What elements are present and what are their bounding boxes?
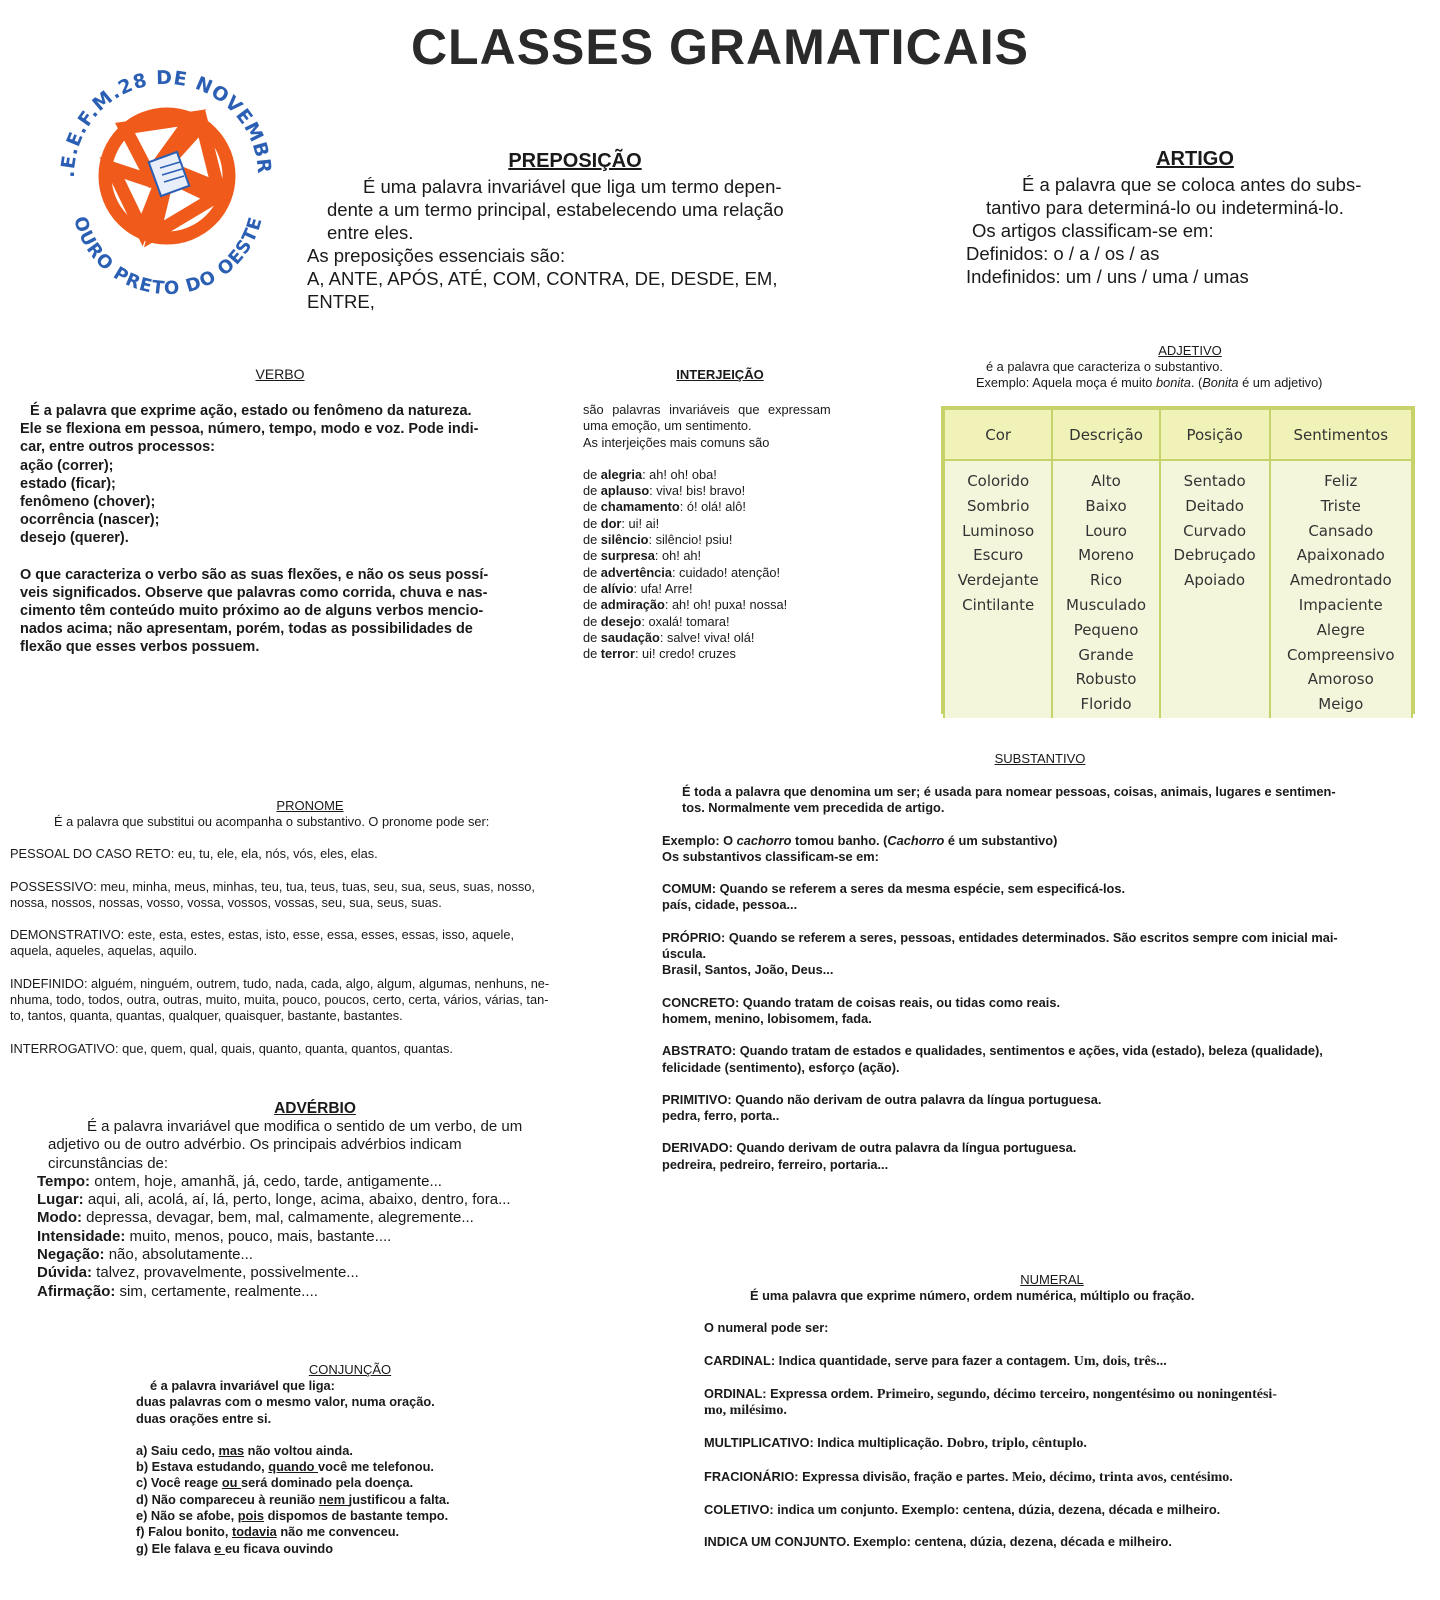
- pronome-body: [10, 814, 610, 1057]
- preposicao-heading: PREPOSIÇÃO: [508, 150, 642, 172]
- preposicao-line: ENTRE,: [307, 291, 375, 312]
- interjeicao-item: [583, 499, 863, 515]
- pronome-group-text: aquela, aqueles, aquelas, aquilo.: [10, 943, 198, 959]
- artigo-line: Os artigos classificam-se em:: [972, 220, 1214, 241]
- adverbio-label: Intensidade:: [37, 1227, 126, 1245]
- artigo-heading: ARTIGO: [1156, 148, 1234, 170]
- pronome-heading: PRONOME: [276, 798, 344, 813]
- adverbio-text: aqui, ali, acolá, aí, lá, perto, longe, acima, abaixo, dentro, fora...: [83, 1191, 511, 1209]
- adjetivo-column-header: Cor: [944, 409, 1052, 460]
- verbo-line: ação (correr);: [20, 457, 114, 474]
- adjetivo-column-header: Sentimentos: [1270, 409, 1412, 460]
- adjetivo-item: Alto: [1091, 472, 1121, 490]
- substantivo-intro-line: É toda a palavra que denomina um ser; é usada para nomear pessoas, coisas, animais, lugares e sentimen-: [682, 784, 1336, 799]
- interjeicao-prefix: de: [583, 629, 601, 645]
- verbo-line: cimento têm conteúdo muito próximo ao de alguns verbos mencio-: [20, 603, 484, 620]
- adverbio-label: Dúvida:: [37, 1264, 93, 1282]
- adjetivo-definition: é a palavra que caracteriza o substantivo.: [986, 359, 1223, 374]
- conjuncao-example-text: eu ficava ouvindo: [224, 1540, 334, 1556]
- spacer: [704, 1518, 1424, 1534]
- pronome-group-label: DEMONSTRATIVO:: [10, 927, 125, 943]
- spacer: [10, 830, 610, 846]
- conjuncao-word: ou: [221, 1475, 242, 1491]
- substantivo-example: [662, 833, 1422, 849]
- adjetivo-item: Verdejante: [957, 571, 1039, 590]
- adjetivo-item: Meigo: [1318, 695, 1364, 714]
- adverbio-text: ontem, hoje, amanhã, já, cedo, tarde, antigamente...: [90, 1172, 442, 1190]
- adjetivo-item: Apoiado: [1184, 571, 1246, 590]
- verbo-line: flexão que esses verbos possuem.: [20, 639, 260, 656]
- interjeicao-prefix: de: [583, 548, 601, 564]
- adjetivo-item: Apaixonado: [1296, 546, 1385, 565]
- substantivo-example-text: é um substantivo): [944, 832, 1058, 848]
- spacer: [10, 863, 610, 879]
- conjuncao-word: todavia: [231, 1524, 277, 1540]
- preposicao-line: É uma palavra invariável que liga um termo depen-: [363, 176, 782, 197]
- pronome-group-label: PESSOAL DO CASO RETO:: [10, 846, 175, 862]
- numeral-item: [704, 1469, 1424, 1486]
- conjuncao-word: nem: [318, 1491, 349, 1507]
- numeral-items: [704, 1337, 1424, 1551]
- pronome-group-line: [10, 927, 610, 943]
- numeral-examples: Primeiro, segundo, décimo terceiro, nongentésimo ou noningentési-: [876, 1386, 1277, 1402]
- interjeicao-prefix: de: [583, 499, 601, 515]
- interjeicao-item: [583, 548, 863, 564]
- conjuncao-example-text: d) Não compareceu à reunião: [136, 1491, 319, 1507]
- adjetivo-item: Amedrontado: [1289, 571, 1392, 590]
- interjeicao-list: [583, 467, 863, 663]
- interjeicao-examples: : salve! viva! olá!: [659, 629, 755, 645]
- adjetivo-item: Deitado: [1185, 496, 1244, 515]
- conjuncao-example: [136, 1508, 556, 1524]
- conjuncao-intro-line: é a palavra invariável que liga:: [150, 1378, 335, 1393]
- interjeicao-type: alívio: [600, 580, 634, 596]
- conjuncao-example-text: c) Você reage: [136, 1475, 222, 1491]
- substantivo-group-line: pedra, ferro, porta..: [662, 1108, 780, 1124]
- interjeicao-item: [583, 516, 863, 532]
- adverbio-item: [37, 1283, 577, 1301]
- spacer: [662, 979, 1422, 995]
- adjetivo-item: Escuro: [973, 546, 1024, 565]
- numeral-label: MULTIPLICATIVO: Indica multiplicação.: [704, 1435, 947, 1451]
- adverbio-intro-line: adjetivo ou de outro advérbio. Os principais advérbios indicam: [48, 1136, 462, 1154]
- numeral-item: [704, 1534, 1424, 1550]
- conjuncao-example-text: g) Ele falava: [136, 1540, 215, 1556]
- pronome-groups: [10, 830, 610, 1057]
- adverbio-label: Tempo:: [37, 1172, 91, 1190]
- substantivo-body: [662, 784, 1422, 1173]
- pronome-group-line: [10, 992, 610, 1008]
- adverbio-label: Afirmação:: [37, 1282, 116, 1300]
- spacer: [662, 914, 1422, 930]
- substantivo-heading: SUBSTANTIVO: [994, 751, 1086, 766]
- interjeicao-examples: : oxalá! tomara!: [641, 613, 730, 629]
- adverbio-item: [37, 1246, 577, 1264]
- adjetivo-item: Debruçado: [1173, 546, 1256, 565]
- conjuncao-example-text: não voltou ainda.: [244, 1442, 353, 1458]
- adverbio-items: [37, 1173, 577, 1301]
- adjetivo-example: [976, 375, 1426, 391]
- spacer: [704, 1337, 1424, 1353]
- numeral-examples: Um, dois, três...: [1073, 1353, 1167, 1369]
- interjeicao-prefix: de: [583, 466, 601, 482]
- verbo-line: nados acima; não apresentam, porém, todas as possibilidades de: [20, 621, 473, 638]
- adjetivo-item: Louro: [1085, 521, 1127, 540]
- numeral-intro: É uma palavra que exprime número, ordem numérica, múltiplo ou fração.: [750, 1288, 1195, 1303]
- adverbio-body: [37, 1118, 577, 1301]
- artigo-line: Definidos: o / a / os / as: [966, 243, 1160, 264]
- spacer: [704, 1453, 1424, 1469]
- adjetivo-table-body-row: [944, 460, 1412, 718]
- verbo-line: veis significados. Observe que palavras como corrida, chuva e nas-: [20, 584, 488, 601]
- artigo-line: tantivo para determiná-lo ou indeterminá-lo.: [986, 197, 1344, 218]
- interjeicao-intro-line: As interjeições mais comuns são: [583, 434, 770, 450]
- verbo-line: car, entre outros processos:: [20, 439, 216, 456]
- interjeicao-examples: : oh! ah!: [654, 548, 702, 564]
- adverbio-item: [37, 1228, 577, 1246]
- interjeicao-type: admiração: [600, 597, 665, 613]
- conjuncao-example-text: justificou a falta.: [348, 1491, 450, 1507]
- interjeicao-item: [583, 646, 863, 662]
- conjuncao-example: [136, 1541, 556, 1557]
- adverbio-label: Negação:: [37, 1246, 105, 1264]
- conjuncao-intro-line: duas palavras com o mesmo valor, numa oração.: [136, 1394, 435, 1410]
- pronome-group-text: este, esta, estes, estas, isto, esse, essa, esses, essas, isso, aquele,: [124, 927, 515, 943]
- interjeicao-type: desejo: [600, 613, 642, 629]
- adjetivo-item: Cintilante: [962, 595, 1035, 614]
- conjuncao-example: [136, 1443, 556, 1459]
- numeral-label: COLETIVO: indica um conjunto. Exemplo: centena, dúzia, dezena, década e milheiro.: [704, 1502, 1221, 1518]
- adverbio-heading: ADVÉRBIO: [274, 1100, 356, 1117]
- substantivo-group-line: homem, menino, lobisomem, fada.: [662, 1010, 872, 1026]
- adjetivo-column: [944, 460, 1052, 718]
- adverbio-label: Lugar:: [37, 1191, 84, 1209]
- interjeicao-type: alegria: [600, 466, 643, 482]
- interjeicao-prefix: de: [583, 646, 601, 662]
- adverbio-text: muito, menos, pouco, mais, bastante....: [125, 1227, 392, 1245]
- interjeicao-examples: : ufa! Arre!: [633, 580, 693, 596]
- adjetivo-item: Feliz: [1324, 472, 1358, 490]
- spacer: [662, 865, 1422, 881]
- preposicao-line: dente a um termo principal, estabelecendo uma relação: [327, 199, 784, 220]
- interjeicao-prefix: de: [583, 483, 601, 499]
- adjetivo-table-header-row: [944, 409, 1412, 460]
- adjetivo-table: [941, 406, 1415, 714]
- adjetivo-example-text: . (: [1190, 375, 1203, 391]
- interjeicao-type: advertência: [600, 564, 672, 580]
- conjuncao-example: [136, 1524, 556, 1540]
- verbo-heading: VERBO: [255, 366, 305, 382]
- adverbio-item: [37, 1173, 577, 1191]
- conjuncao-example: [136, 1492, 556, 1508]
- interjeicao-examples: : cuidado! atenção!: [671, 564, 781, 580]
- numeral-examples: Dobro, triplo, cêntuplo.: [946, 1436, 1087, 1452]
- interjeicao-prefix: de: [583, 515, 601, 531]
- interjeicao-prefix: de: [583, 613, 601, 629]
- pronome-group-line: [10, 1041, 610, 1057]
- adjetivo-item: Amoroso: [1307, 670, 1374, 689]
- adjetivo-item: Triste: [1320, 496, 1361, 515]
- conjuncao-example: [136, 1475, 556, 1491]
- adjetivo-column-header: Posição: [1160, 409, 1270, 460]
- adjetivo-item: Sentado: [1183, 472, 1246, 490]
- interjeicao-type: terror: [600, 646, 635, 662]
- interjeicao-examples: : silêncio! psiu!: [648, 532, 733, 548]
- conjuncao-example-text: f) Falou bonito,: [136, 1524, 232, 1540]
- substantivo-group-line: CONCRETO: Quando tratam de coisas reais, ou tidas como reais.: [662, 994, 1060, 1010]
- conjuncao-examples: [136, 1443, 556, 1557]
- artigo-line: Indefinidos: um / uns / uma / umas: [966, 266, 1249, 287]
- adverbio-text: talvez, provavelmente, possivelmente...: [92, 1264, 359, 1282]
- interjeicao-item: [583, 532, 863, 548]
- pronome-group-label: POSSESSIVO:: [10, 878, 97, 894]
- spacer: [662, 1124, 1422, 1140]
- conjuncao-word: mas: [218, 1442, 245, 1458]
- interjeicao-body: [583, 402, 863, 662]
- spacer: [704, 1486, 1424, 1502]
- conjuncao-body: [136, 1378, 556, 1557]
- verbo-line: desejo (querer).: [20, 530, 129, 547]
- substantivo-group-line: PRIMITIVO: Quando não derivam de outra palavra da língua portuguesa.: [662, 1091, 1102, 1107]
- numeral-item: [704, 1386, 1424, 1403]
- adjetivo-item: Robusto: [1075, 670, 1137, 689]
- logo-emblem: [42, 58, 292, 298]
- adjetivo-item: Florido: [1080, 695, 1132, 714]
- interjeicao-item: [583, 581, 863, 597]
- pronome-group-line: [10, 976, 610, 992]
- adjetivo-body: [976, 359, 1426, 392]
- substantivo-group-line: PRÓPRIO: Quando se referem a seres, pessoas, entidades determinados. São escritos sempre com inicial mai-: [662, 929, 1338, 945]
- adjetivo-example-text: é um adjetivo): [1238, 375, 1323, 391]
- substantivo-intro-line: tos. Normalmente vem precedida de artigo.: [682, 800, 945, 816]
- conjuncao-example: [136, 1459, 556, 1475]
- interjeicao-prefix: de: [583, 597, 601, 613]
- adverbio-item: [37, 1264, 577, 1282]
- numeral-examples: Meio, décimo, trinta avos, centésimo.: [1011, 1469, 1233, 1485]
- adjetivo-example-word: bonita: [1155, 375, 1191, 391]
- interjeicao-type: aplauso: [600, 483, 650, 499]
- pronome-group-text: eu, tu, ele, ela, nós, vós, eles, elas.: [174, 846, 378, 862]
- adjetivo-example-text: Exemplo: Aquela moça é muito: [976, 375, 1156, 391]
- adjetivo-table-grid: [943, 408, 1413, 718]
- adjetivo-column: [1270, 460, 1412, 718]
- adverbio-intro-line: circunstâncias de:: [48, 1154, 169, 1172]
- interjeicao-type: dor: [600, 515, 622, 531]
- conjuncao-word: quando: [268, 1459, 319, 1475]
- preposicao-body: [307, 175, 847, 313]
- pronome-group-line: [10, 943, 610, 959]
- adverbio-text: sim, certamente, realmente....: [115, 1282, 318, 1300]
- substantivo-group-line: úscula.: [662, 946, 707, 962]
- substantivo-group-line: Brasil, Santos, João, Deus...: [662, 962, 834, 978]
- adjetivo-item: Curvado: [1183, 521, 1247, 540]
- interjeicao-item: [583, 630, 863, 646]
- pronome-group-label: INDEFINIDO:: [10, 975, 88, 991]
- page-title: CLASSES GRAMATICAIS: [410, 19, 1030, 75]
- pronome-group-text: meu, minha, meus, minhas, teu, tua, teus, tuas, seu, sua, seus, suas, nosso,: [96, 878, 535, 894]
- substantivo-groups: [662, 865, 1422, 1173]
- interjeicao-item: [583, 467, 863, 483]
- interjeicao-examples: : ah! oh! puxa! nossa!: [664, 597, 788, 613]
- verbo-line: estado (ficar);: [20, 475, 116, 492]
- verbo-line: fenômeno (chover);: [20, 494, 156, 511]
- conjuncao-example-text: e) Não se afobe,: [136, 1508, 238, 1524]
- conjuncao-example-text: você me telefonou.: [318, 1459, 434, 1475]
- interjeicao-type: silêncio: [600, 532, 649, 548]
- pronome-group-text: que, quem, qual, quais, quanto, quanta, quantos, quantas.: [118, 1040, 453, 1056]
- substantivo-classify: Os substantivos classificam-se em:: [662, 848, 879, 864]
- conjuncao-heading: CONJUNÇÃO: [308, 1362, 392, 1377]
- verbo-line: ocorrência (nascer);: [20, 512, 160, 529]
- substantivo-group-line: felicidade (sentimento), esforço (ação).: [662, 1059, 900, 1075]
- adjetivo-item: Baixo: [1085, 496, 1127, 515]
- adjetivo-item: Alegre: [1316, 620, 1365, 639]
- interjeicao-examples: : ó! olá! alô!: [679, 499, 746, 515]
- adjetivo-item: Moreno: [1078, 546, 1134, 565]
- pronome-group-line: [10, 846, 610, 862]
- logo-bottom-text: OURO PRETO DO OESTE: [69, 213, 267, 298]
- substantivo-group-line: país, cidade, pessoa...: [662, 897, 798, 913]
- spacer: [704, 1419, 1424, 1435]
- substantivo-group-line: COMUM: Quando se referem a seres da mesma espécie, sem especificá-los.: [662, 881, 1126, 897]
- artigo-line: É a palavra que se coloca antes do subs-: [1022, 174, 1362, 195]
- interjeicao-prefix: de: [583, 580, 601, 596]
- adverbio-text: não, absolutamente...: [104, 1246, 253, 1264]
- substantivo-example-text: tomou banho. (: [791, 832, 888, 848]
- adverbio-text: depressa, devagar, bem, mal, calmamente, alegremente...: [81, 1209, 474, 1227]
- numeral-item: [704, 1435, 1424, 1452]
- interjeicao-examples: : ui! credo! cruzes: [634, 646, 736, 662]
- substantivo-group-line: ABSTRATO: Quando tratam de estados e qualidades, sentimentos e ações, vida (estado), beleza (qualidade),: [662, 1043, 1323, 1059]
- interjeicao-type: chamamento: [600, 499, 680, 515]
- conjuncao-example-text: b) Estava estudando,: [136, 1459, 269, 1475]
- numeral-item: [704, 1502, 1424, 1518]
- substantivo-example-text: Exemplo: O: [662, 832, 737, 848]
- pronome-group-text: alguém, ninguém, outrem, tudo, nada, cada, algo, algum, algumas, nenhuns, ne-: [87, 975, 550, 991]
- adjetivo-item: Musculado: [1066, 595, 1147, 614]
- numeral-body: [704, 1288, 1424, 1551]
- adjetivo-column-header: Descrição: [1052, 409, 1159, 460]
- adjetivo-column: [1160, 460, 1270, 718]
- conjuncao-word: pois: [237, 1508, 265, 1524]
- preposicao-line: A, ANTE, APÓS, ATÉ, COM, CONTRA, DE, DESDE, EM,: [307, 268, 778, 289]
- verbo-body: [20, 402, 540, 657]
- interjeicao-heading: INTERJEIÇÃO: [676, 367, 764, 382]
- adjetivo-item: Impaciente: [1298, 595, 1383, 614]
- numeral-label: FRACIONÁRIO: Expressa divisão, fração e partes.: [704, 1468, 1012, 1484]
- numeral-pode-ser: O numeral pode ser:: [704, 1320, 829, 1336]
- pronome-group-text: nhuma, todo, todos, outra, outras, muito, muita, pouco, poucos, certo, certa, vários, várias, tan-: [10, 992, 549, 1008]
- numeral-heading: NUMERAL: [1020, 1272, 1084, 1287]
- numeral-item: [704, 1353, 1424, 1370]
- interjeicao-type: saudação: [600, 629, 660, 645]
- preposicao-line: entre eles.: [327, 222, 414, 243]
- pronome-group-line: [10, 1008, 610, 1024]
- verbo-line: É a palavra que exprime ação, estado ou fenômeno da natureza.: [30, 403, 472, 419]
- interjeicao-item: [583, 597, 863, 613]
- adjetivo-item: Pequeno: [1073, 620, 1139, 639]
- spacer: [10, 1025, 610, 1041]
- preposicao-line: As preposições essenciais são:: [307, 245, 566, 266]
- spacer: [704, 1370, 1424, 1386]
- spacer: [10, 960, 610, 976]
- school-logo: [42, 58, 292, 298]
- interjeicao-item: [583, 483, 863, 499]
- adjetivo-item: Cansado: [1308, 521, 1374, 540]
- conjuncao-example-text: será dominado pela doença.: [241, 1475, 414, 1491]
- numeral-label: CARDINAL: Indica quantidade, serve para fazer a contagem.: [704, 1352, 1074, 1368]
- adjetivo-item: Colorido: [967, 472, 1030, 490]
- adverbio-intro-line: É a palavra invariável que modifica o sentido de um verbo, de um: [87, 1118, 523, 1135]
- pronome-group-label: INTERROGATIVO:: [10, 1040, 119, 1056]
- substantivo-example-word: cachorro: [736, 832, 792, 848]
- numeral-examples: mo, milésimo.: [704, 1403, 787, 1419]
- verbo-line: Ele se flexiona em pessoa, número, tempo, modo e voz. Pode indi-: [20, 421, 479, 438]
- adverbio-item: [37, 1209, 577, 1227]
- adjetivo-item: Compreensivo: [1286, 645, 1395, 664]
- conjuncao-intro-line: duas orações entre si.: [136, 1410, 272, 1426]
- spacer: [662, 1027, 1422, 1043]
- pronome-group-text: to, tantos, quanta, quantas, qualquer, quaisquer, bastante, bastantes.: [10, 1008, 403, 1024]
- pronome-group-line: [10, 895, 610, 911]
- interjeicao-examples: : viva! bis! bravo!: [649, 483, 746, 499]
- interjeicao-prefix: de: [583, 532, 601, 548]
- adjetivo-heading: ADJETIVO: [1158, 343, 1222, 358]
- logo-top-text: .E.E.F.M.28 DE NOVEMBR: [56, 66, 276, 178]
- interjeicao-type: surpresa: [600, 548, 655, 564]
- verbo-line: O que caracteriza o verbo são as suas flexões, e não os seus possí-: [20, 566, 489, 583]
- interjeicao-examples: : ui! ai!: [621, 515, 660, 531]
- conjuncao-example-text: a) Saiu cedo,: [136, 1442, 219, 1458]
- substantivo-group-line: pedreira, pedreiro, ferreiro, portaria...: [662, 1156, 889, 1172]
- adverbio-item: [37, 1191, 577, 1209]
- adverbio-label: Modo:: [37, 1209, 82, 1227]
- interjeicao-intro-line: uma emoção, um sentimento.: [583, 418, 752, 434]
- interjeicao-prefix: de: [583, 564, 601, 580]
- adjetivo-column: [1052, 460, 1159, 718]
- substantivo-example-word: Cachorro: [887, 832, 945, 848]
- spacer: [10, 911, 610, 927]
- adjetivo-item: Sombrio: [967, 496, 1030, 515]
- numeral-label: ORDINAL: Expressa ordem.: [704, 1385, 877, 1401]
- interjeicao-intro-line: são palavras invariáveis que expressam: [583, 402, 831, 417]
- interjeicao-item: [583, 614, 863, 630]
- adjetivo-item: Rico: [1090, 571, 1123, 590]
- adjetivo-item: Grande: [1078, 645, 1134, 664]
- conjuncao-word: e: [214, 1540, 225, 1556]
- artigo-body: [966, 173, 1426, 288]
- interjeicao-item: [583, 565, 863, 581]
- substantivo-group-line: DERIVADO: Quando derivam de outra palavra da língua portuguesa.: [662, 1140, 1077, 1156]
- pronome-intro: É a palavra que substitui ou acompanha o substantivo. O pronome pode ser:: [54, 814, 490, 829]
- interjeicao-examples: : ah! oh! oba!: [642, 466, 717, 482]
- verbo-line: [20, 548, 540, 566]
- adjetivo-item: Luminoso: [962, 521, 1035, 540]
- adjetivo-example-word: Bonita: [1202, 375, 1239, 391]
- pronome-group-text: nossa, nossos, nossas, vosso, vossa, vossos, vossas, seu, sua, seus, suas.: [10, 894, 442, 910]
- conjuncao-example-text: não me convenceu.: [276, 1524, 400, 1540]
- spacer: [662, 1076, 1422, 1092]
- pronome-group-line: [10, 879, 610, 895]
- numeral-label: INDICA UM CONJUNTO. Exemplo: centena, dúzia, dezena, década e milheiro.: [704, 1534, 1172, 1550]
- conjuncao-example-text: dispomos de bastante tempo.: [264, 1508, 449, 1524]
